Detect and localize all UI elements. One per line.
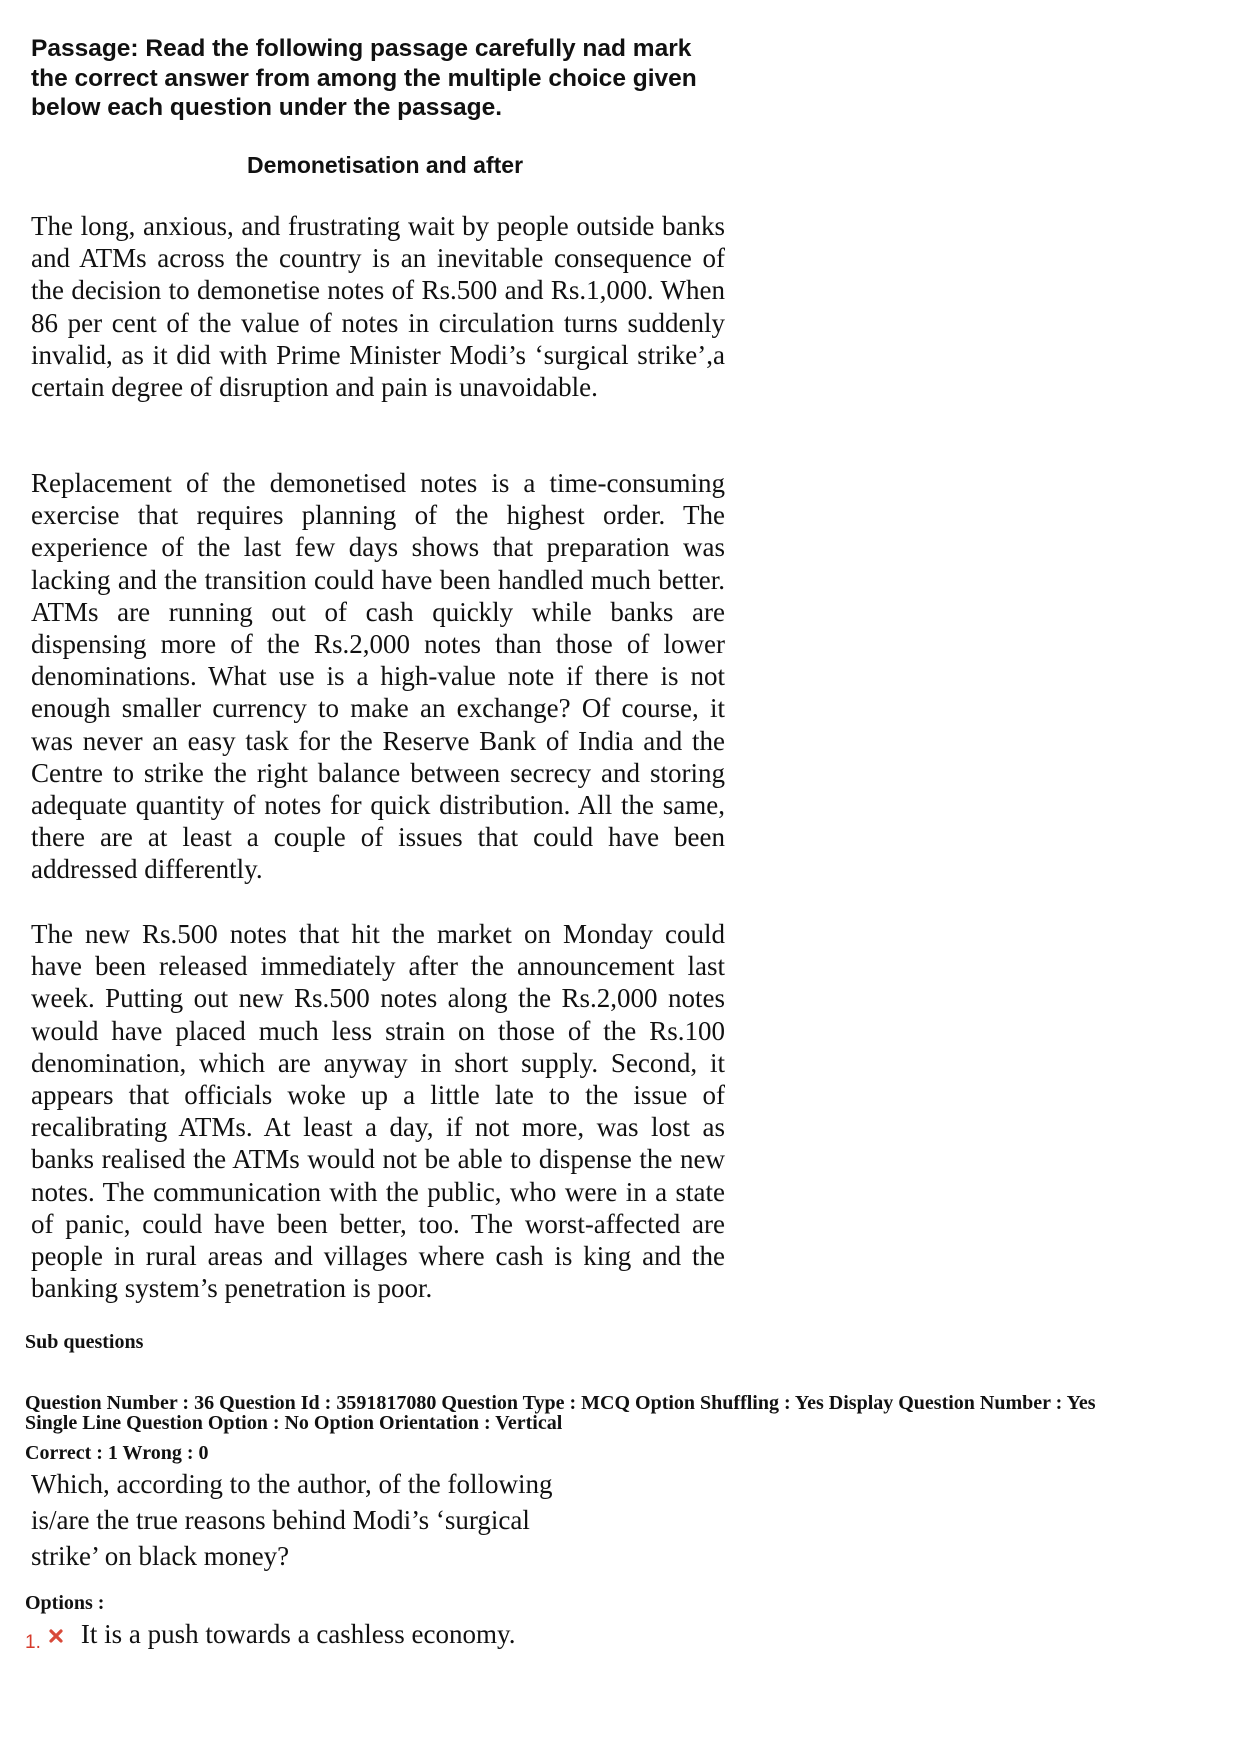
passage-paragraph-1: The long, anxious, and frustrating wait by people outside banks and ATMs across the country is an inevitable consequence of the decision to demonetise notes of Rs.500 and Rs.1,000. When 86 per cent of the value of notes in circulation turns suddenly invalid, as it did with Prime Minister Modi’s ‘surgical strike’,a certain degree of disruption and pain is unavoidable. <box>31 211 725 403</box>
cross-icon <box>49 1629 63 1643</box>
question-meta-line-1: Question Number : 36 Question Id : 3591817080 Question Type : MCQ Option Shuffling : Yes Display Question Number : Yes <box>25 1392 1096 1414</box>
sub-questions-label: Sub questions <box>25 1331 144 1353</box>
passage-title: Demonetisation and after <box>246 152 524 178</box>
passage-paragraph-2: Replacement of the demonetised notes is a time-consuming exercise that requires planning of the highest order. The experience of the last few days shows that preparation was lacking and the transition could have been handled much better. ATMs are running out of cash quickly while banks are dispensing more of the Rs.2,000 notes than those of lower denominations. What use is a high-value note if there is not enough smaller currency to make an exchange? Of course, it was never an easy task for the Reserve Bank of India and the Centre to strike the right balance between secrecy and storing adequate quantity of notes for quick distribution. All the same, there are at least a couple of issues that could have been addressed differently. <box>31 468 725 885</box>
question-marks: Correct : 1 Wrong : 0 <box>25 1442 209 1464</box>
question-text: Which, according to the author, of the following is/are the true reasons behind Modi’s ‘surgical strike’ on black money? <box>31 1469 553 1571</box>
option-item[interactable] <box>25 1612 725 1656</box>
option-text: It is a push towards a cashless economy. <box>80 1618 516 1649</box>
passage-instructions: Passage: Read the following passage carefully nad mark the correct answer from among the multiple choice given below each question under the passage. <box>31 35 697 121</box>
question-meta-line-2: Single Line Question Option : No Option Orientation : Vertical <box>25 1412 563 1434</box>
option-number: 1. <box>25 1632 41 1653</box>
options-label: Options : <box>25 1592 105 1614</box>
passage-paragraph-3: The new Rs.500 notes that hit the market on Monday could have been released immediately after the announcement last week. Putting out new Rs.500 notes along the Rs.2,000 notes would have placed much less strain on those of the Rs.100 denomination, which are anyway in short supply. Second, it appears that officials woke up a little late to the issue of recalibrating ATMs. At least a day, if not more, was lost as banks realised the ATMs would not be able to dispense the new notes. The communication with the public, who were in a state of panic, could have been better, too. The worst-affected are people in rural areas and villages where cash is king and the banking system’s penetration is poor. <box>31 919 725 1304</box>
